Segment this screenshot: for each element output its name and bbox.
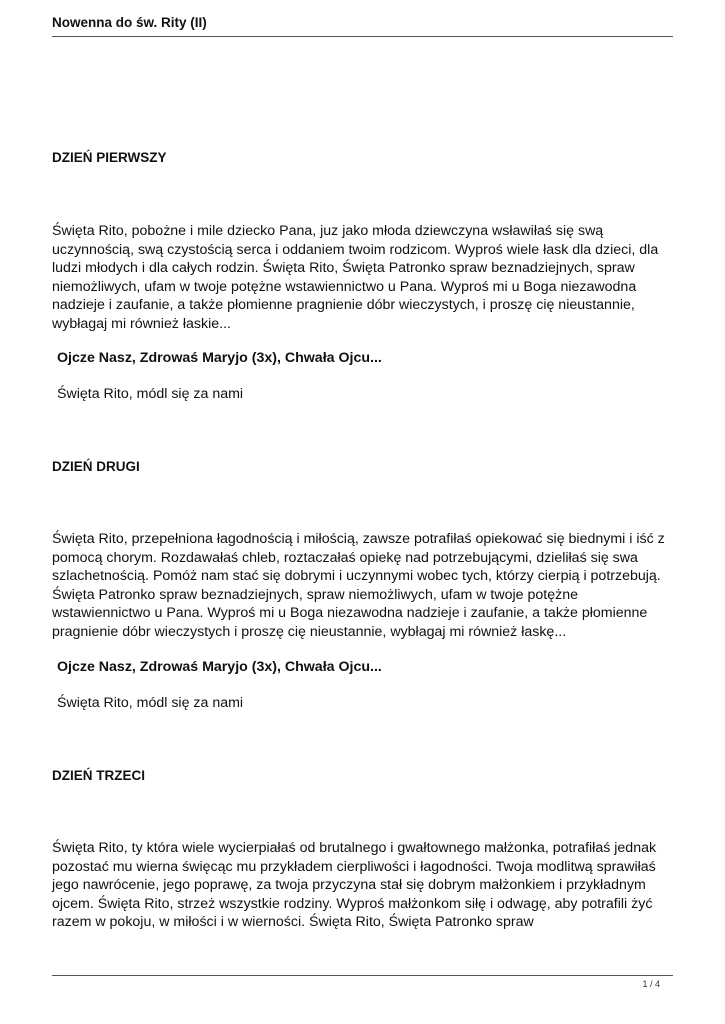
day-1-text: Święta Rito, pobożne i mile dziecko Pana, juz jako młoda dziewczyna wsławiłaś się swą uczynnością, swą czystością serca i oddaniem twoim rodzicom. Wyproś wiele łask dla dzieci, dla ludzi młodych i dla całych rodzin. Święta Rito, Święta Patronko spraw beznadziejnych, spraw niemożliwych, ufam w twoje potężne wstawiennictwo u Pana. Wyproś mi u Boga niezawodna nadzieje i zaufanie, a także płomienne pragnienie dóbr wieczystych, i proszę cię nieustannie, wybłagaj mi również łaskie... — [52, 223, 659, 332]
day-1-prayer: Ojcze Nasz, Zdrowaś Maryjo (3x), Chwała Ojcu... — [57, 350, 382, 366]
page-number: 1 / 4 — [642, 979, 660, 989]
day-1-heading: DZIEŃ PIERWSZY — [52, 150, 167, 165]
page-header — [52, 14, 672, 32]
day-3-text: Święta Rito, ty która wiele wycierpiałaś od brutalnego i gwałtownego małżonka, potrafiłaś jednak pozostać mu wierna święcąc mu przykładem cierpliwości i łagodności. Twoja modlitwą sprawiłaś jego nawrócenie, jego poprawę, za twoja przyczyna stał się dobrym małżonkiem i przykładnym ojcem. Święta Rito, strzeż wszystkie rodziny. Wyproś małżonkom siłę i odwagę, aby potrafili żyć razem w pokoju, w miłości i w wierności. Święta Rito, Święta Patronko spraw — [52, 840, 657, 931]
day-2-heading: DZIEŃ DRUGI — [52, 459, 140, 474]
day-2-prayer: Ojcze Nasz, Zdrowaś Maryjo (3x), Chwała Ojcu... — [57, 659, 382, 675]
day-1-invocation: Święta Rito, módl się za nami — [57, 386, 244, 402]
header-divider — [52, 36, 673, 37]
document-title: Nowenna do św. Rity (II) — [52, 15, 207, 30]
day-3-heading: DZIEŃ TRZECI — [52, 768, 145, 783]
day-2-invocation: Święta Rito, módl się za nami — [57, 695, 244, 711]
day-2-text: Święta Rito, przepełniona łagodnością i miłością, zawsze potrafiłaś opiekować się biednymi i iść z pomocą chorym. Rozdawałaś chleb, roztaczałaś opiekę nad potrzebującymi, dzieliłaś się swa szlachetnością. Pomóż nam stać się dobrymi i uczynnymi wobec tych, którzy cierpią i potrzebują. Święta Patronko spraw beznadziejnych, spraw niemożliwych, ufam w twoje potężne wstawiennictwo u Pana. Wyproś mi u Boga niezawodna nadzieje i zaufanie, a także płomienne pragnienie dóbr wieczystych i proszę cię nieustannie, wybłagaj mi również łaskę... — [52, 531, 665, 640]
footer-divider — [52, 975, 673, 976]
